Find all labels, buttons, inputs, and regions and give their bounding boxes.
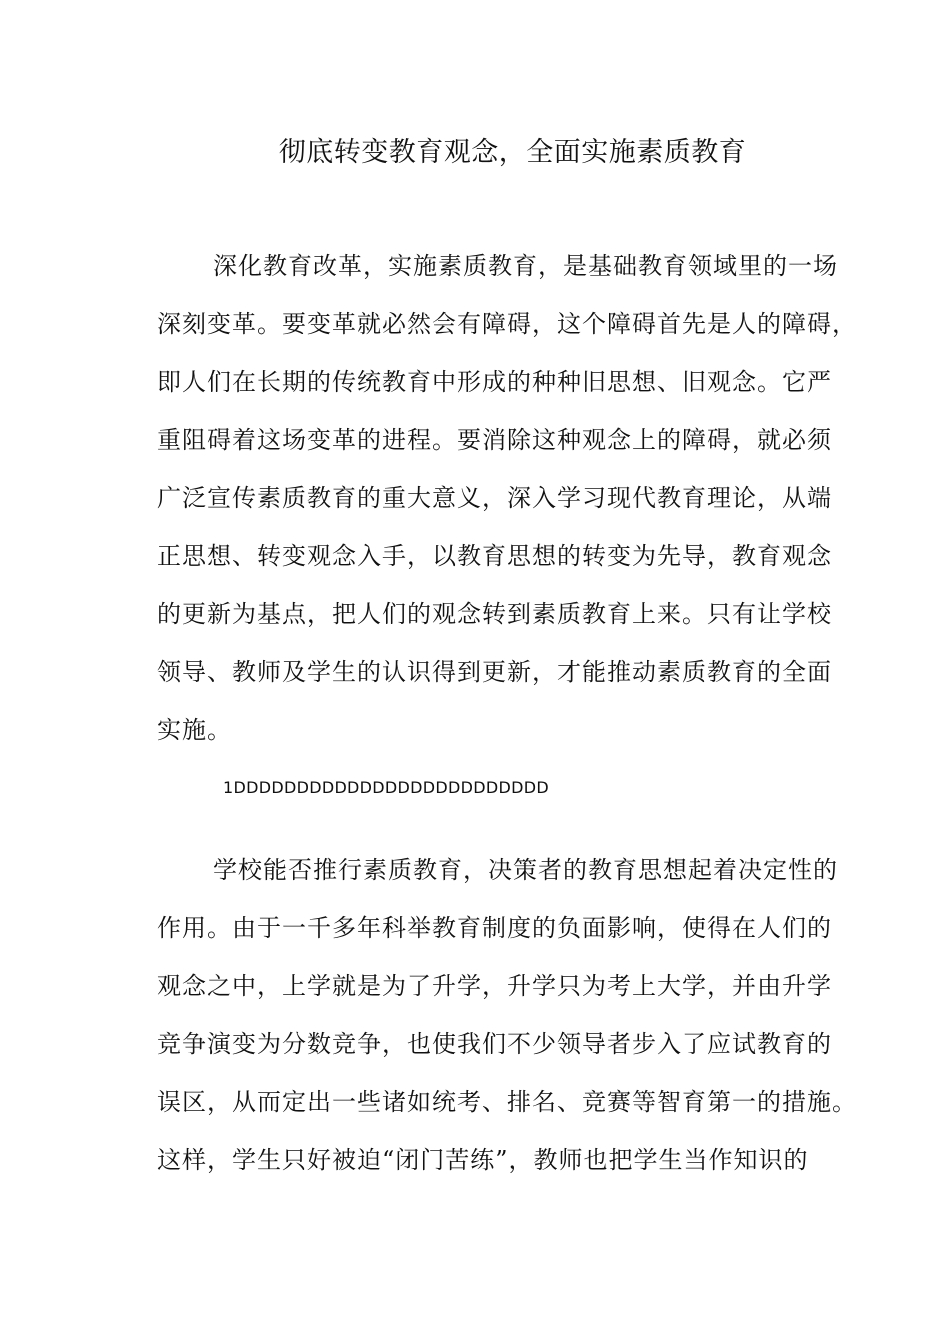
text-line: 领导、教师及学生的认识得到更新，才能推动素质教育的全面 [157, 658, 832, 686]
paragraph-1 [157, 237, 887, 759]
text-line: 重阻碍着这场变革的进程。要消除这种观念上的障碍，就必须 [157, 426, 832, 454]
paragraph-2 [157, 841, 887, 1189]
text-line: 深化教育改革，实施素质教育，是基础教育领域里的一场 [213, 252, 838, 280]
text-line: 作用。由于一千多年科举教育制度的负面影响，使得在人们的 [157, 914, 832, 942]
text-line: 广泛宣传素质教育的重大意义，深入学习现代教育理论，从端 [157, 484, 832, 512]
document-title: 彻底转变教育观念，全面实施素质教育 [278, 137, 747, 168]
text-line: 观念之中，上学就是为了升学，升学只为考上大学，并由升学 [157, 972, 832, 1000]
text-line: 的更新为基点，把人们的观念转到素质教育上来。只有让学校 [157, 600, 832, 628]
text-line: 误区，从而定出一些诸如统考、排名、竞赛等智育第一的措施。 [157, 1088, 857, 1116]
text-line: 实施。 [157, 716, 232, 744]
text-line: 学校能否推行素质教育，决策者的教育思想起着决定性的 [213, 856, 838, 884]
section-marker: 1DDDDDDDDDDDDDDDDDDDDDDDDD [223, 778, 549, 797]
text-line: 即人们在长期的传统教育中形成的种种旧思想、旧观念。它严 [157, 368, 832, 396]
text-line: 这样，学生只好被迫“闭门苦练”，教师也把学生当作知识的 [157, 1146, 809, 1174]
text-line: 深刻变革。要变革就必然会有障碍，这个障碍首先是人的障碍， [157, 310, 857, 338]
text-line: 正思想、转变观念入手，以教育思想的转变为先导，教育观念 [157, 542, 832, 570]
text-line: 竞争演变为分数竞争，也使我们不少领导者步入了应试教育的 [157, 1030, 832, 1058]
